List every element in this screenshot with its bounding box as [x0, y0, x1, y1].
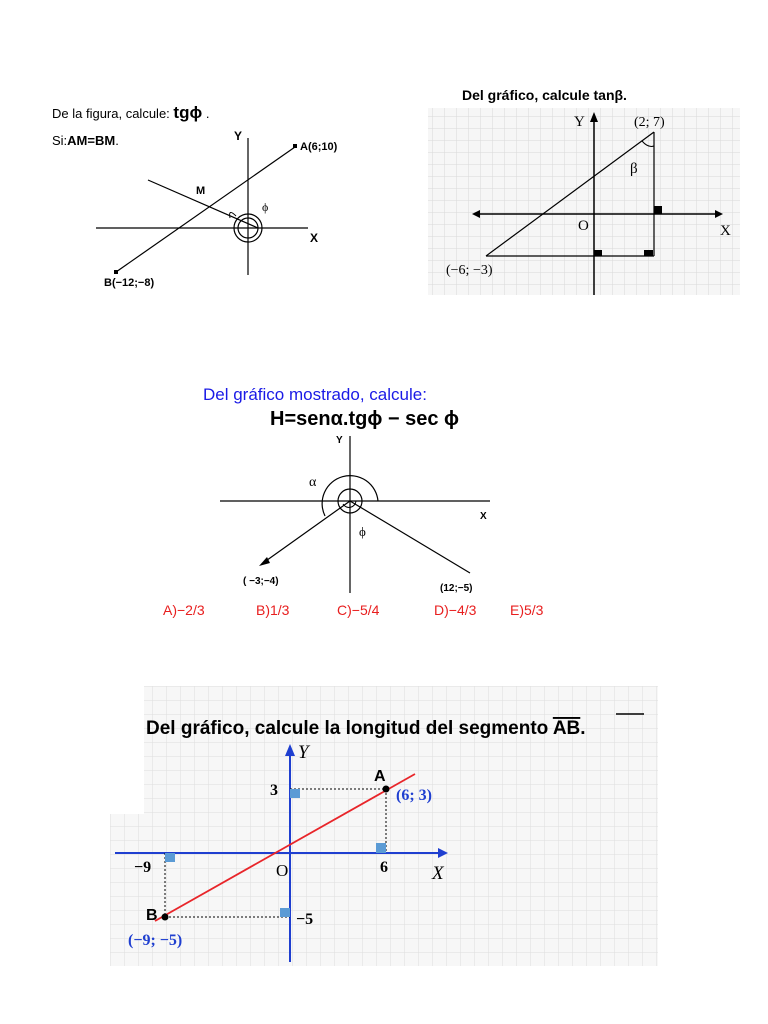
- origin-label: O: [276, 861, 289, 880]
- point-b-label: B(−12;−8): [104, 277, 155, 289]
- top-point-label: (2; 7): [634, 115, 665, 130]
- y-axis-label: Y: [574, 114, 585, 130]
- right-angle-marker: [594, 250, 602, 256]
- point-a-label: A(6;10): [300, 141, 338, 153]
- x-axis-label: X: [432, 863, 444, 884]
- tick-y-pos: 3: [270, 782, 278, 799]
- problem-1-diagram: [40, 90, 340, 300]
- problem-1-func: tg: [173, 103, 190, 122]
- option-c: C)−5/4: [337, 602, 380, 618]
- problem-1: [40, 90, 340, 300]
- condition-end: .: [115, 133, 119, 148]
- problem-2-diagram: [420, 80, 740, 295]
- point-b-label: B: [146, 907, 158, 924]
- tick-x-neg: −9: [134, 859, 152, 876]
- option-b: B)1/3: [256, 602, 290, 618]
- x-axis-label: X: [480, 511, 487, 522]
- left-point-label: (−6; −3): [446, 263, 493, 278]
- problem-4-title: Del gráfico, calcule la longitud del segmento AB.: [146, 718, 586, 739]
- option-d: D)−4/3: [434, 602, 477, 618]
- condition-value: AM=BM: [67, 133, 116, 148]
- point-a: [383, 786, 390, 793]
- marker-3: [290, 789, 300, 798]
- y-axis-label: Y: [298, 742, 309, 763]
- point-a-marker: [293, 144, 297, 148]
- point-a-coords: (6; 3): [396, 787, 432, 804]
- right-angle-marker: [644, 250, 653, 256]
- ray-right: [350, 501, 470, 573]
- phi-label: ϕ: [359, 524, 366, 539]
- y-axis-label: Y: [336, 435, 343, 446]
- point-a-label: A: [374, 768, 386, 785]
- ray-left: [263, 501, 350, 563]
- tick-y-neg: −5: [296, 911, 314, 928]
- problem-4: [110, 686, 660, 966]
- condition-prefix: Si:: [52, 133, 68, 148]
- x-axis-label: X: [310, 231, 319, 245]
- problem-1-intro-end: .: [205, 106, 210, 121]
- right-angle-marker: [654, 206, 662, 214]
- problem-3-title: Del gráfico mostrado, calcule:: [203, 385, 427, 404]
- problem-2-title: Del gráfico, calcule tanβ.: [462, 87, 627, 103]
- option-a: A)−2/3: [163, 602, 205, 618]
- problem-3-diagram: [215, 428, 515, 598]
- y-axis-label: Y: [234, 129, 243, 143]
- ray-left-arrow: [259, 557, 270, 566]
- origin-label: O: [578, 218, 589, 234]
- marker-neg5: [280, 908, 290, 917]
- point-b-coords: (−9; −5): [128, 932, 183, 949]
- alpha-label: α: [309, 475, 317, 490]
- problem-4-diagram: [110, 686, 660, 966]
- phi-label: ϕ: [262, 200, 269, 214]
- option-e: E)5/3: [510, 602, 544, 618]
- x-axis-label: X: [720, 223, 731, 239]
- problem-1-intro: De la figura, calcule:: [52, 106, 170, 121]
- point-b-marker: [114, 270, 118, 274]
- tick-x-pos: 6: [380, 859, 388, 876]
- beta-label: β: [630, 161, 638, 177]
- point-b: [162, 914, 169, 921]
- problem-3-formula: H=senα.tgϕ − sec ϕ: [270, 408, 460, 430]
- midpoint-label: M: [196, 185, 206, 197]
- problem-1-angle: ϕ: [189, 103, 203, 122]
- problem-2: [420, 80, 740, 295]
- left-point-label: ( −3;−4): [243, 576, 279, 587]
- marker-neg9: [165, 853, 175, 862]
- marker-6: [376, 843, 386, 853]
- right-point-label: (12;−5): [440, 583, 473, 594]
